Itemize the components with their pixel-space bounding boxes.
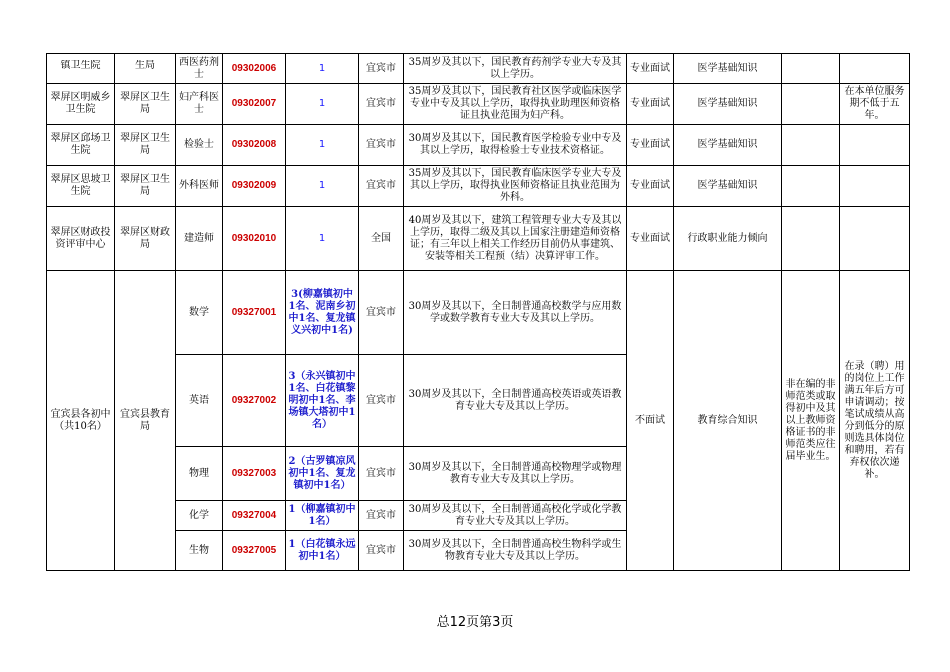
post-cell: 英语 (176, 355, 223, 447)
dept-cell: 生局 (115, 54, 176, 84)
post-cell: 西医药剂士 (176, 54, 223, 84)
place-cell: 宜宾市 (359, 271, 404, 355)
note-cell (840, 54, 910, 84)
exam-cell: 专业面试 (627, 166, 674, 207)
requirement-cell: 40周岁及其以下，建筑工程管理专业大专及其以上学历，取得二级及其以上国家注册建造师资格证；有三年以上相关工作经历目前仍从事建筑、安装等相关工程预（结）决算评审工作。 (404, 207, 627, 271)
requirement-cell: 30周岁及其以下，全日制普通高校英语或英语教育专业大专及其以上学历。 (404, 355, 627, 447)
post-cell: 生物 (176, 531, 223, 571)
content-cell: 教育综合知识 (674, 271, 782, 571)
table-row (47, 84, 910, 125)
exam-cell: 专业面试 (627, 207, 674, 271)
extra-cell (782, 54, 840, 84)
content-cell: 行政职业能力倾向 (674, 207, 782, 271)
place-cell: 宜宾市 (359, 447, 404, 501)
count-cell: 1（白花镇永远初中1名） (286, 531, 359, 571)
count-cell: 1 (286, 166, 359, 207)
code-cell: 09327002 (223, 355, 286, 447)
post-cell: 建造师 (176, 207, 223, 271)
code-cell: 09327004 (223, 501, 286, 531)
unit-cell: 宜宾县各初中（共10名） (47, 271, 115, 571)
content-cell: 医学基础知识 (674, 125, 782, 166)
post-cell: 物理 (176, 447, 223, 501)
extra-cell (782, 207, 840, 271)
note-cell (840, 125, 910, 166)
note-cell: 在本单位服务期不低于五年。 (840, 84, 910, 125)
qualification-note-cell: 非在编的非师范类或取得初中及其以上教师资格证书的非师范类应往届毕业生。 (782, 271, 840, 571)
count-cell: 1 (286, 207, 359, 271)
post-cell: 化学 (176, 501, 223, 531)
exam-cell: 不面试 (627, 271, 674, 571)
extra-cell (782, 84, 840, 125)
table-row (47, 166, 910, 207)
count-cell: 3（永兴镇初中1名、白花镇黎明初中1名、李场镇大塔初中1名） (286, 355, 359, 447)
code-cell: 09327003 (223, 447, 286, 501)
note-cell (840, 166, 910, 207)
place-cell: 宜宾市 (359, 125, 404, 166)
requirement-cell: 30周岁及其以下，全日制普通高校化学或化学教育专业大专及其以上学历。 (404, 501, 627, 531)
requirement-cell: 30周岁及其以下，全日制普通高校生物科学或生物教育专业大专及其以上学历。 (404, 531, 627, 571)
extra-cell (782, 166, 840, 207)
place-cell: 宜宾市 (359, 54, 404, 84)
table-row (47, 207, 910, 271)
table-row (47, 125, 910, 166)
unit-cell: 翠屏区明威乡卫生院 (47, 84, 115, 125)
code-cell: 09302006 (223, 54, 286, 84)
note-cell (840, 207, 910, 271)
count-cell: 1 (286, 125, 359, 166)
unit-cell: 翠屏区思坡卫生院 (47, 166, 115, 207)
content-cell: 医学基础知识 (674, 166, 782, 207)
place-cell: 宜宾市 (359, 166, 404, 207)
unit-cell: 镇卫生院 (47, 54, 115, 84)
table-row (47, 54, 910, 84)
count-cell: 1 (286, 54, 359, 84)
place-cell: 宜宾市 (359, 501, 404, 531)
post-cell: 数学 (176, 271, 223, 355)
dept-cell: 翠屏区卫生局 (115, 166, 176, 207)
exam-cell: 专业面试 (627, 125, 674, 166)
code-cell: 09327005 (223, 531, 286, 571)
place-cell: 宜宾市 (359, 531, 404, 571)
note-cell: 在录（聘）用的岗位上工作满五年后方可申请调动；按笔试成绩从高分到低分的原则选具体岗位和聘用，若有弃权依次递补。 (840, 271, 910, 571)
extra-cell (782, 125, 840, 166)
requirement-cell: 30周岁及其以下，全日制普通高校物理学或物理教育专业大专及其以上学历。 (404, 447, 627, 501)
content-cell: 医学基础知识 (674, 54, 782, 84)
count-cell: 3(柳嘉镇初中1名、泥南乡初中1名、复龙镇义兴初中1名) (286, 271, 359, 355)
dept-cell: 翠屏区财政局 (115, 207, 176, 271)
count-cell: 2（古罗镇凉风初中1名、复龙镇初中1名） (286, 447, 359, 501)
content-cell: 医学基础知识 (674, 84, 782, 125)
place-cell: 宜宾市 (359, 84, 404, 125)
count-cell: 1 (286, 84, 359, 125)
post-cell: 妇产科医士 (176, 84, 223, 125)
unit-cell: 翠屏区财政投资评审中心 (47, 207, 115, 271)
code-cell: 09302007 (223, 84, 286, 125)
post-cell: 检验士 (176, 125, 223, 166)
place-cell: 宜宾市 (359, 355, 404, 447)
requirement-cell: 30周岁及其以下，全日制普通高校数学与应用数学或数学教育专业大专及其以上学历。 (404, 271, 627, 355)
count-cell: 1（柳嘉镇初中1名） (286, 501, 359, 531)
requirement-cell: 30周岁及其以下，国民教育医学检验专业中专及其以上学历，取得检验士专业技术资格证。 (404, 125, 627, 166)
post-cell: 外科医师 (176, 166, 223, 207)
page-footer: 总12页第3页 (436, 615, 514, 630)
requirement-cell: 35周岁及其以下，国民教育社区医学或临床医学专业中专及其以上学历，取得执业助理医师资格证且执业范围为妇产科。 (404, 84, 627, 125)
table-row (47, 271, 910, 355)
code-cell: 09302010 (223, 207, 286, 271)
code-cell: 09302009 (223, 166, 286, 207)
recruitment-table (46, 53, 910, 571)
dept-cell: 宜宾县教育局 (115, 271, 176, 571)
requirement-cell: 35周岁及其以下，国民教育临床医学专业大专及其以上学历，取得执业医师资格证且执业范围为外科。 (404, 166, 627, 207)
code-cell: 09302008 (223, 125, 286, 166)
exam-cell: 专业面试 (627, 84, 674, 125)
exam-cell: 专业面试 (627, 54, 674, 84)
dept-cell: 翠屏区卫生局 (115, 84, 176, 125)
place-cell: 全国 (359, 207, 404, 271)
requirement-cell: 35周岁及其以下，国民教育药剂学专业大专及其以上学历。 (404, 54, 627, 84)
code-cell: 09327001 (223, 271, 286, 355)
unit-cell: 翠屏区邱场卫生院 (47, 125, 115, 166)
dept-cell: 翠屏区卫生局 (115, 125, 176, 166)
